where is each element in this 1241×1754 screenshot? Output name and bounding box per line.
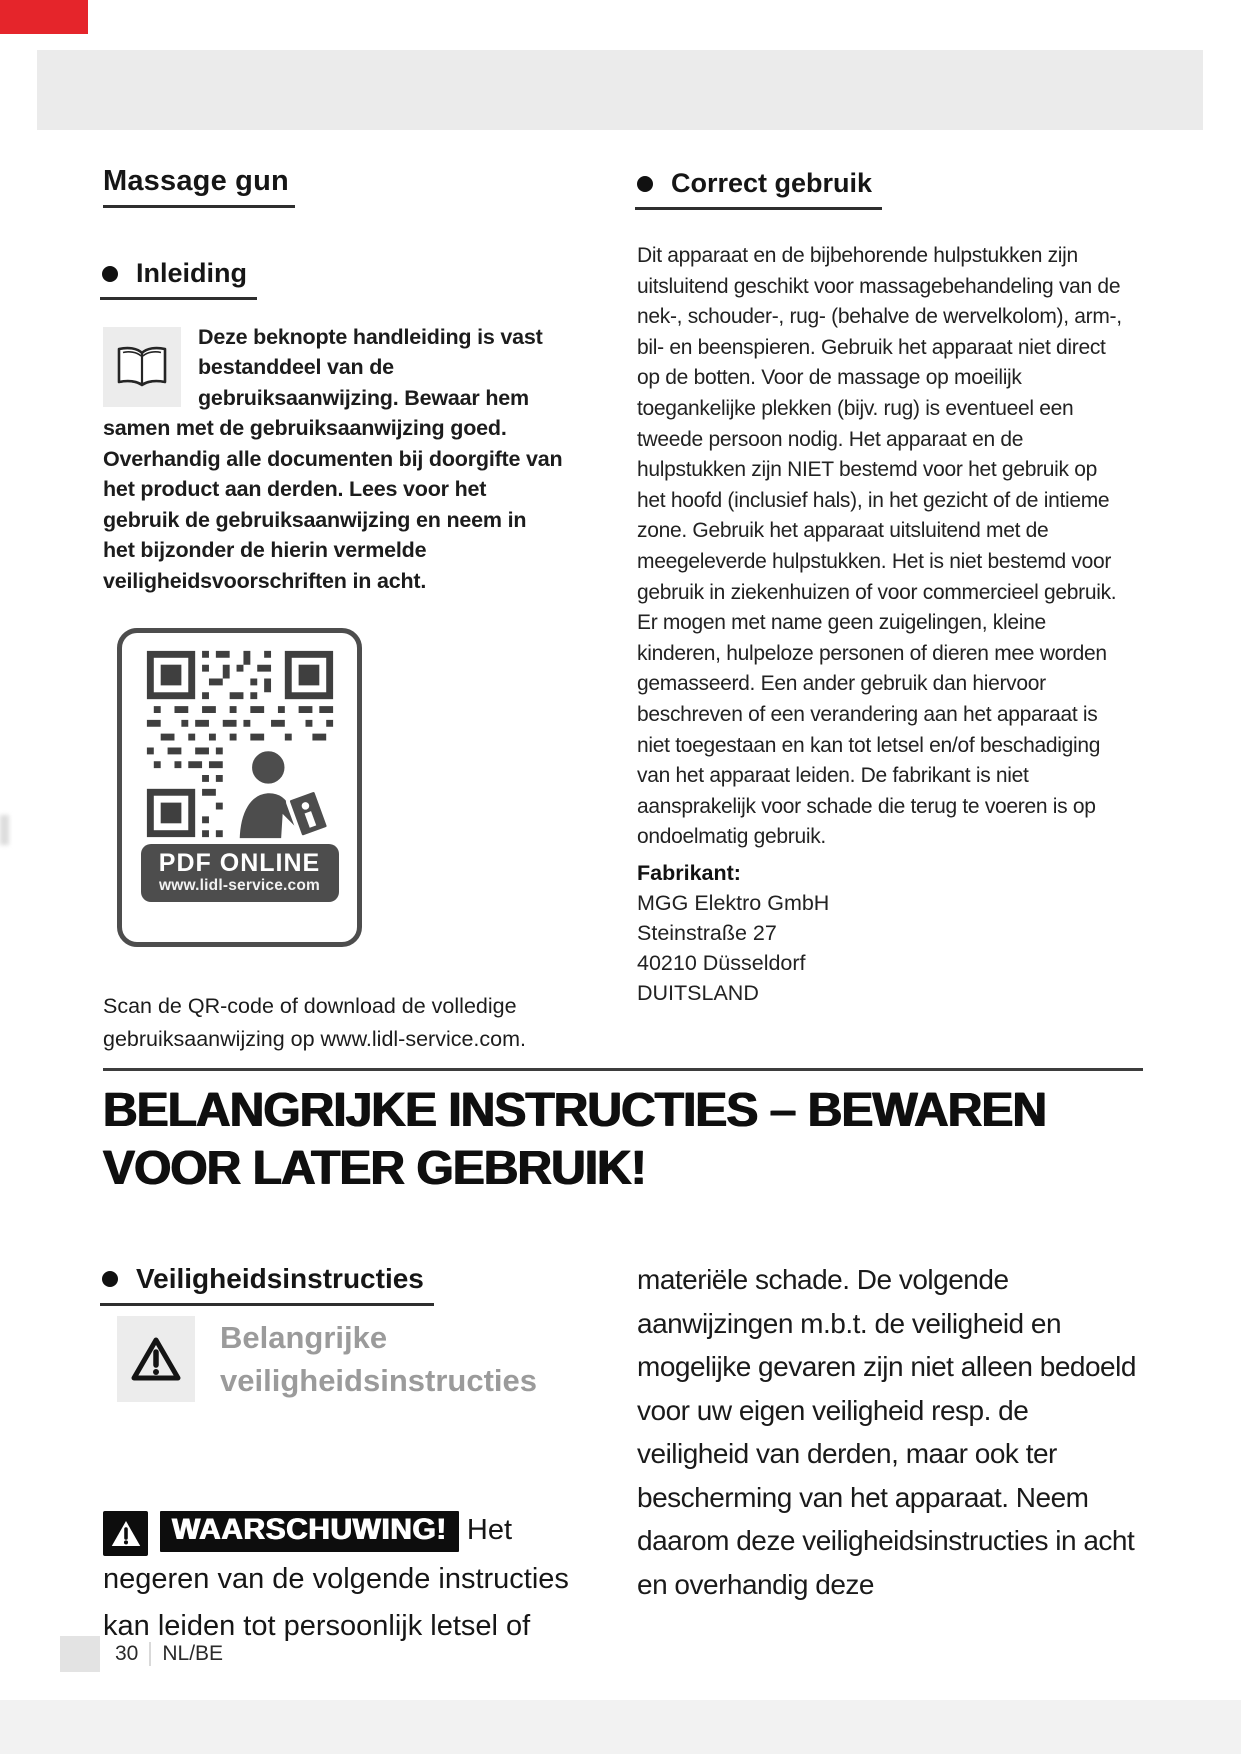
- pdf-online-title: PDF ONLINE: [158, 849, 321, 877]
- warning-paragraph: [103, 1506, 619, 1650]
- safety-note-line-1: Belangrijke: [220, 1320, 388, 1355]
- manufacturer-block: [637, 858, 829, 1008]
- safety-note: [117, 1316, 537, 1402]
- bullet-icon: [102, 1271, 118, 1287]
- bullet-icon: [637, 176, 653, 192]
- safety-continuation-paragraph: materiële schade. De volgende aanwijzingen m.b.t. de veiligheid en mogelijke gevaren zijn niet alleen bedoeld voor uw eigen veiligheid resp. de veiligheid van derden, maar ook ter bescherming van het apparaat. Neem daarom deze veiligheidsinstructies in acht en overhandig deze: [637, 1264, 1136, 1600]
- qr-caption: Scan de QR-code of download de volledige gebruiksaanwijzing op www.lidl-service.com.: [103, 993, 526, 1051]
- warning-label: WAARSCHUWING!: [160, 1511, 459, 1552]
- pdf-online-url: www.lidl-service.com: [158, 877, 321, 894]
- red-corner-mark: [0, 0, 88, 34]
- intro-text: Deze beknopte handleiding is vast bestanddeel van de gebruiksaanwijzing. Bewaar hem samen met de gebruiksaanwijzing goed. Overhandig alle documenten bij doorgifte van het product aan derden. Lees voor het gebruik de gebruiksaanwijzing en neem in het bijzonder de hierin vermelde veiligheidsvoorschriften in acht.: [103, 324, 563, 593]
- qr-person-figure: [226, 742, 331, 841]
- section-divider: [103, 1068, 1143, 1071]
- manufacturer-city: 40210 Düsseldorf: [637, 951, 806, 975]
- manufacturer-label: Fabrikant:: [637, 861, 741, 885]
- open-book-icon: [103, 327, 181, 407]
- qr-code-graphic: [140, 644, 340, 844]
- section-heading-veiligheidsinstructies: [100, 1263, 434, 1306]
- manufacturer-street: Steinstraße 27: [637, 921, 777, 945]
- page-region: NL/BE: [149, 1642, 223, 1666]
- manufacturer-country: DUITSLAND: [637, 981, 759, 1005]
- qr-code-panel: [117, 628, 362, 947]
- banner-line-1: BELANGRIJKE INSTRUCTIES – BEWAREN: [103, 1084, 1047, 1137]
- safety-note-line-2: veiligheidsinstructies: [220, 1363, 537, 1398]
- safety-note-text: [220, 1316, 537, 1402]
- section-heading-correct-gebruik: [635, 168, 882, 210]
- intro-paragraph: [103, 322, 563, 597]
- footer-gray-block: [60, 1636, 100, 1672]
- important-instructions-banner: [103, 1082, 1163, 1198]
- banner-line-2: VOOR LATER GEBRUIK!: [103, 1142, 646, 1195]
- bottom-page-edge-band: [0, 1700, 1241, 1754]
- bullet-icon: [102, 266, 118, 282]
- correct-gebruik-paragraph: Dit apparaat en de bijbehorende hulpstukken zijn uitsluitend geschikt voor massagebehandeling van de nek-, schouder-, rug- (behalve de wervelkolom), arm-, bil- en beenspieren. Gebruik het apparaat niet direct op de botten. Voor de massage op moeilijk toegankelijke plekken (bijv. rug) is eventueel een tweede persoon nodig. Het apparaat en de hulpstukken zijn NIET bestemd voor het gebruik op het hoofd (inclusief hals), in het gezicht of de intieme zone. Gebruik het apparaat uitsluitend met de meegeleverde hulpstukken. Het is niet bestemd voor gebruik in ziekenhuizen of voor commercieel gebruik. Er mogen met name geen zuigelingen, kleine kinderen, hulpeloze personen of dieren mee worden gemasseerd. Een ander gebruik dan hiervoor beschreven of een verandering aan het apparaat is niet toegestaan en kan tot letsel en/of beschadiging van het apparaat leiden. De fabrikant is niet aansprakelijk voor schade die terug te voeren is op ondoelmatig gebruik.: [637, 244, 1122, 849]
- pdf-online-badge: [141, 844, 339, 902]
- section-heading-inleiding: [100, 258, 257, 300]
- section-heading-label: Inleiding: [136, 258, 247, 289]
- header-band: [37, 50, 1203, 130]
- warning-text: Het negeren van de volgende instructies kan leiden tot persoonlijk letsel of: [103, 1514, 569, 1642]
- manufacturer-name: MGG Elektro GmbH: [637, 891, 830, 915]
- page-footer: [60, 1636, 223, 1672]
- page-number: 30: [115, 1642, 139, 1665]
- scan-artifact: [0, 815, 9, 845]
- section-heading-label: Correct gebruik: [671, 168, 873, 199]
- section-heading-label: Veiligheidsinstructies: [136, 1263, 424, 1295]
- page-title: Massage gun: [103, 165, 295, 208]
- warning-triangle-icon: [117, 1316, 195, 1402]
- warning-triangle-inverse-icon: [103, 1511, 148, 1556]
